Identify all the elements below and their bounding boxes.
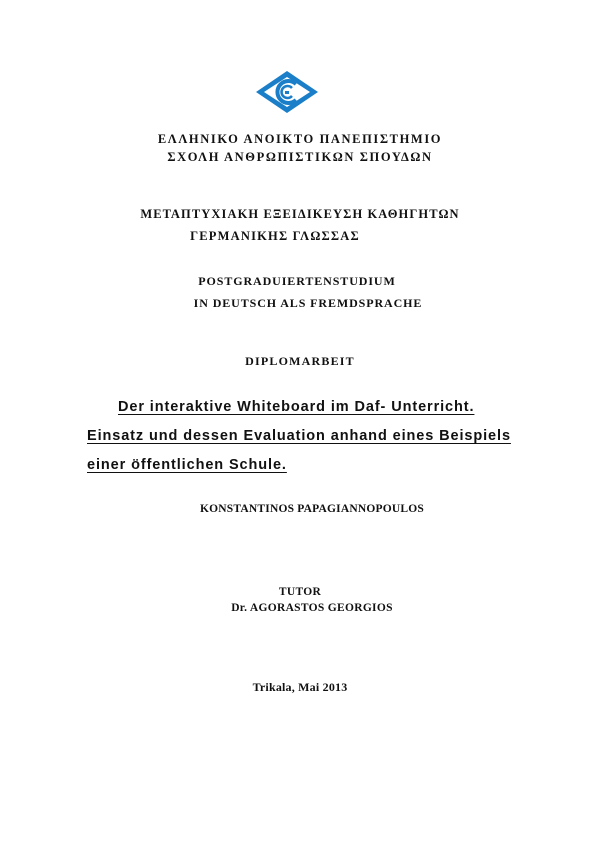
place-date: Trikala, Mai 2013 [252,680,348,694]
thesis-title-line-3: einer öffentlichen Schule. [87,457,287,473]
programme-line-1: ΜΕΤΑΠΤΥΧΙΑΚΗ ΕΞΕΙΔΙΚΕΥΣΗ ΚΑΘΗΓΗΤΩΝ [140,207,460,221]
thesis-title-line-1: Der interaktive Whiteboard im Daf- Unterricht. [118,399,475,415]
thesis-title-line-2: Einsatz und dessen Evaluation anhand eines Beispiels [87,428,511,444]
document-type: DIPLOMARBEIT [245,354,355,368]
programme-line-2: ΓΕΡΜΑΝΙΚΗΣ ΓΛΩΣΣΑΣ [190,229,360,243]
postgrad-line-2: IN DEUTSCH ALS FREMDSPRACHE [193,296,423,310]
author-name: KONSTANTINOS PAPAGIANNOPOULOS [199,503,424,515]
tutor-label: TUTOR [278,586,322,598]
university-name: ΕΛΛΗΝΙΚΟ ΑΝΟΙΚΤΟ ΠΑΝΕΠΙΣΤΗΜΙΟ [157,132,443,146]
postgrad-line-1: POSTGRADUIERTENSTUDIUM [198,274,396,288]
school-name: ΣΧΟΛΗ ΑΝΘΡΩΠΙΣΤΙΚΩΝ ΣΠΟΥΔΩΝ [167,150,433,164]
tutor-name: Dr. AGORASTOS GEORGIOS [231,602,393,614]
university-emblem-icon [255,70,319,114]
